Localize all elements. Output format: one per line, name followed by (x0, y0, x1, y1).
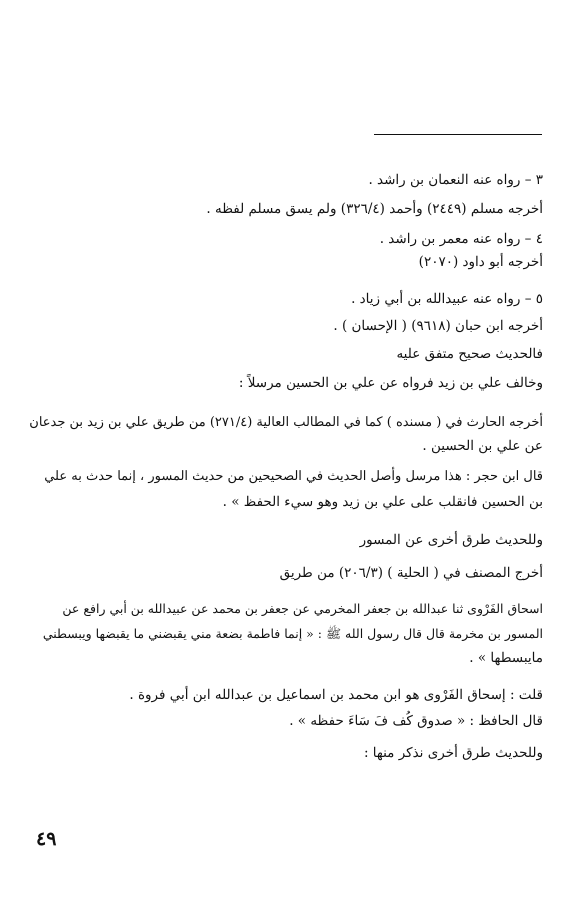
text-line: أخرج المصنف في ( الحلية ) (٢٠٦/٣) من طريق (279, 565, 543, 581)
text-line: ٤ – رواه عنه معمر بن راشد . (379, 231, 543, 247)
footnote-separator-rule (374, 134, 542, 135)
text-line: قال ابن حجر : هذا مرسل وأصل الحديث في الصحيحين من حديث المسور ، إنما حدث به علي (44, 469, 543, 484)
page-number: ٤٩ (36, 828, 57, 850)
text-line: وخالف علي بن زيد فرواه عن علي بن الحسين مرسلاً : (238, 375, 543, 391)
text-line: اسحاق الفَرْوى ثنا عبدالله بن جعفر المخرمي عن جعفر بن محمد عن عبيدالله بن أبي رافع عن (62, 601, 543, 616)
text-line: أخرجه الحارث في ( مسنده ) كما في المطالب العالية (٢٧١/٤) من طريق علي بن زيد بن جدعان (29, 415, 543, 430)
text-line: أخرجه أبو داود (٢٠٧٠) (418, 254, 543, 270)
text-line: وللحديث طرق أخرى نذكر منها : (363, 745, 543, 761)
text-line: أخرجه مسلم (٢٤٤٩) وأحمد (٣٢٦/٤) ولم يسق مسلم لفظه . (206, 201, 543, 217)
text-line: ٥ – رواه عنه عبيدالله بن أبي زياد . (351, 291, 543, 307)
text-line: وللحديث طرق أخرى عن المسور (359, 532, 543, 548)
text-line: قال الحافظ : « صدوق كُف فَ سَاءَ حفظه » . (289, 713, 543, 729)
text-line: بن الحسين فانقلب على علي بن زيد وهو سيء الحفظ » . (222, 494, 543, 510)
text-line: قلت : إسحاق الفَرْوى هو ابن محمد بن اسماعيل بن عبدالله ابن أبي فروة . (129, 687, 543, 703)
text-line: ٣ – رواه عنه النعمان بن راشد . (368, 172, 543, 188)
text-line: المسور بن مخرمة قال قال رسول الله ﷺ : « إنما فاطمة بضعة مني يقبضني ما يقبضها ويبسطني (42, 626, 543, 641)
text-line: فالحديث صحيح متفق عليه (396, 346, 543, 362)
text-line: عن علي بن الحسين . (422, 438, 543, 454)
text-line: أخرجه ابن حبان (٩٦١٨) ( الإحسان ) . (333, 318, 543, 334)
text-line: مايبسطها » . (469, 650, 543, 666)
